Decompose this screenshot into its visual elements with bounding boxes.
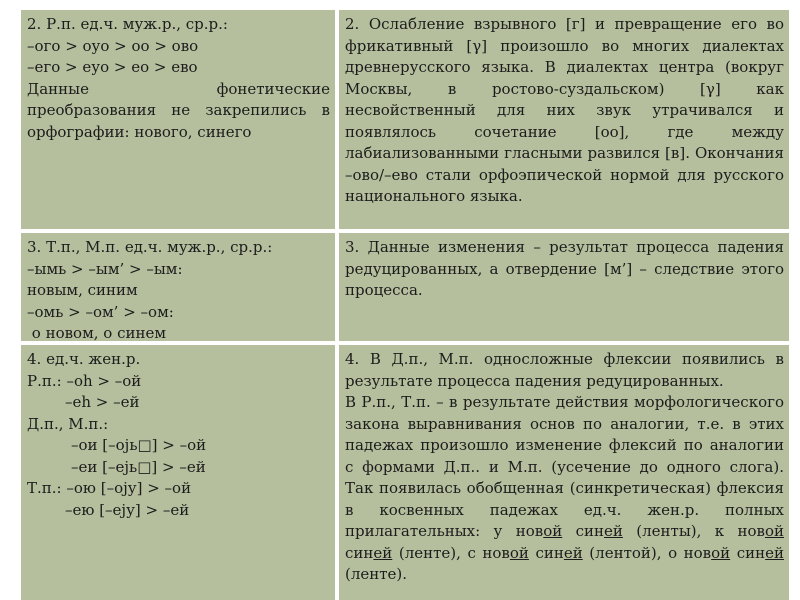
row3-tp2: –ею [–еју] > –ей: [65, 500, 190, 519]
example-text-6: син: [528, 543, 564, 562]
row3-tp1: Т.п.: –ою [–оју] > –ой: [27, 479, 192, 497]
cell-row2-left: [21, 233, 335, 341]
grammar-table: [21, 0, 789, 600]
row2-line4: о новом, о синем: [27, 324, 167, 341]
row3-explanation-2: [345, 392, 784, 586]
row3-dp-label: Д.п., М.п.:: [27, 414, 109, 433]
row1-note: Данные фонетические преобразования не закрепились в орфографии: нового, синего: [27, 79, 330, 141]
row3-heading: 4. ед.ч. жен.р.: [27, 350, 141, 368]
row1-heading: 2. Р.п. ед.ч. муж.р., ср.р.:: [27, 15, 228, 33]
row2-line2: новым, синим: [27, 281, 138, 299]
row3-dp2: –еи [–ејь□] > –ей: [71, 457, 206, 476]
cell-row1-left: [21, 10, 335, 229]
row3-dp1: –ои [–ојь□] > –ой: [71, 436, 207, 454]
cell-row1-right: [339, 10, 789, 229]
row3-rp2: –еһ > –ей: [65, 393, 140, 411]
row3-explanation-1: 4. В Д.п., М.п. односложные флексии появились в результате процесса падения редуцированных.: [345, 350, 784, 390]
example-text-3: (ленты), к нов: [622, 522, 765, 540]
row1-line2: –его > еуо > ео > ево: [27, 58, 198, 76]
row2-line3: –омь > –ом’ > –ом:: [27, 302, 174, 321]
inflection-6: ей: [563, 543, 583, 562]
inflection-7: ой: [711, 543, 731, 562]
cell-row3-right: [339, 345, 789, 600]
example-text-7: (лентой), о нов: [582, 543, 712, 562]
row2-heading: 3. Т.п., М.п. ед.ч. муж.р., ср.р.:: [27, 238, 273, 256]
row3-rp1: Р.п.: –оһ > –ой: [27, 371, 142, 390]
example-text-4: син: [345, 543, 374, 562]
row1-explanation: 2. Ослабление взрывного [г] и превращение его во фрикативный [γ] произошло во многих диалектах древнерусского языка. В диалектах центра (вокруг Москвы, в ростово-суздальском) [γ] как несвойственный для них звук утрачивался и появлялось сочетание [оо], где между лабиализованными гласными развился [в]. Окончания –ово/–ево стали орфоэпической нормой для русского национального языка.: [345, 15, 784, 205]
row2-explanation: 3. Данные изменения – результат процесса падения редуцированных, а отвердение [м’] – следствие этого процесса.: [345, 238, 784, 299]
row1-line1: –ого > оуо > оо > ово: [27, 36, 199, 55]
example-text-5: (ленте), с нов: [392, 543, 510, 562]
row3-explanation-2-text: В Р.п., Т.п. – в результате действия морфологического закона выравнивания основ по аналогии, т.е. в этих падежах произошло изменение флексий по аналогии с формами Д.п.. и М.п. (усечение до одного слога). Так появилась обобщенная (синкретическая) флексия в косвенных падежах ед.ч. жен.р. полных прилагательных: у нов: [345, 393, 784, 540]
example-text-2: син: [562, 522, 605, 540]
inflection-2: ей: [604, 522, 623, 540]
cell-row3-left: [21, 345, 335, 600]
inflection-3: ой: [764, 522, 784, 540]
inflection-4: ей: [373, 543, 393, 562]
cell-row2-right: [339, 233, 789, 341]
example-text-8: син: [730, 543, 766, 562]
inflection-1: ой: [543, 522, 563, 540]
example-text-9: (ленте).: [345, 565, 408, 583]
inflection-8: ей: [765, 543, 784, 562]
row2-line1: –ымь > –ым’ > –ым:: [27, 259, 183, 278]
inflection-5: ой: [509, 543, 529, 562]
